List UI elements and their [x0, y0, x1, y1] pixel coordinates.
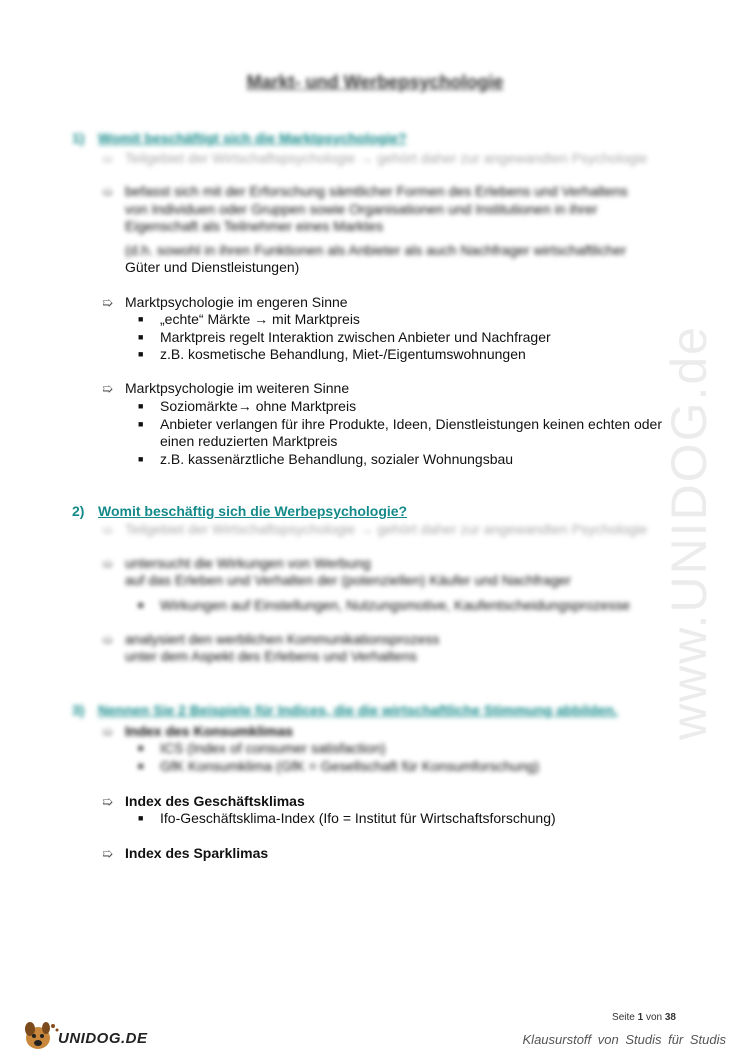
square-bullet-icon: ■	[138, 349, 144, 359]
square-bullet-icon: ■	[138, 332, 144, 342]
point-text: Index des Sparklimas	[125, 845, 269, 861]
bullet-text: Marktpreis regelt Interaktion zwischen Anbieter und Nachfrager	[160, 329, 551, 345]
point-text: Marktpsychologie im weiteren Sinne	[125, 380, 350, 396]
footer-tagline: Klausurstoff von Studis für Studis	[522, 1032, 726, 1047]
square-bullet-icon: ■	[138, 813, 144, 823]
bullet	[138, 346, 680, 363]
point	[102, 555, 371, 572]
square-bullet-icon: ■	[138, 314, 144, 324]
point-text: Teilgebiet der Wirtschaftspsychologie → gehört daher zur angewandten Psychologie	[125, 521, 648, 537]
arrow-icon: ➯	[102, 184, 113, 199]
arrow-icon: ➯	[102, 381, 113, 396]
point	[102, 521, 647, 538]
bullet	[138, 810, 680, 827]
bullet-text: ICS (Index of consumer satisfaction)	[160, 740, 386, 756]
point	[102, 380, 349, 397]
arrow-icon: ➯	[102, 794, 113, 809]
question-number: 1)	[72, 130, 85, 146]
page-label: Seite	[612, 1012, 635, 1023]
arrow-icon: ➯	[102, 295, 113, 310]
point-continuation: unter dem Aspekt des Erlebens und Verhaltens	[125, 648, 417, 664]
point	[102, 183, 628, 200]
arrow-icon: ➯	[102, 151, 113, 166]
question-1	[72, 130, 407, 146]
arrow-icon: ➯	[102, 556, 113, 571]
square-bullet-icon: ■	[138, 401, 144, 411]
point	[102, 793, 305, 810]
question-2	[72, 503, 407, 519]
bullet	[138, 416, 680, 450]
arrow-icon: ➯	[102, 724, 113, 739]
bullet	[138, 758, 680, 775]
question-text: Womit beschäftig sich die Werbepsychologie?	[98, 503, 408, 519]
question-text: Womit beschäftigt sich die Marktpsychologie?	[98, 130, 407, 146]
page-current: 1	[637, 1012, 644, 1023]
logo-text: UNIDOG.DE	[58, 1030, 148, 1047]
question-number: 2)	[72, 503, 85, 519]
bullet-text: Soziomärkte→ ohne Marktpreis	[160, 398, 357, 414]
bullet	[138, 740, 680, 757]
point-text: Index des Geschäftsklimas	[125, 793, 305, 809]
point	[102, 150, 647, 167]
bullet-text: Anbieter verlangen für ihre Produkte, Ideen, Dienstleistungen keinen echten oder einen reduzierten Marktpreis	[160, 416, 662, 449]
point-continuation: Eigenschaft als Teilnehmer eines Marktes	[125, 218, 384, 234]
page-title: Markt- und Werbepsychologie	[246, 72, 504, 92]
point-text: analysiert den werblichen Kommunikationsprozess	[125, 631, 440, 647]
point-continuation: (d.h. sowohl in ihren Funktionen als Anbieter als auch Nachfrager wirtschaftlicher	[125, 242, 627, 258]
bullet-text: GfK Konsumklima (GfK = Gesellschaft für Konsumforschung)	[160, 758, 540, 774]
square-bullet-icon: ■	[138, 454, 144, 464]
point	[102, 845, 268, 862]
bullet-text: Wirkungen auf Einstellungen, Nutzungsmotive, Kaufentscheidungsprozesse	[160, 597, 631, 613]
page-separator: von	[645, 1012, 663, 1023]
page-total: 38	[664, 1012, 676, 1023]
point	[102, 294, 348, 311]
bullet-text: z.B. kosmetische Behandlung, Miet-/Eigentumswohnungen	[160, 346, 526, 362]
watermark: www.UNIDOG.de	[661, 325, 717, 740]
question-number: 3)	[72, 702, 85, 718]
page-number	[612, 1012, 676, 1023]
point-text: untersucht die Wirkungen von Werbung	[125, 555, 371, 571]
point	[102, 631, 439, 648]
bullet-text: „echte“ Märkte → mit Marktpreis	[160, 311, 360, 327]
point	[102, 723, 293, 740]
square-bullet-icon: ■	[138, 761, 144, 771]
question-text: Nennen Sie 2 Beispiele für Indices, die die wirtschaftliche Stimmung abbilden.	[98, 702, 618, 718]
point-continuation: von Individuen oder Gruppen sowie Organisationen und Institutionen in ihrer	[125, 201, 598, 217]
point-text: Marktpsychologie im engeren Sinne	[125, 294, 348, 310]
arrow-icon: ➯	[102, 846, 113, 861]
square-bullet-icon: ■	[138, 600, 144, 610]
square-bullet-icon: ■	[138, 743, 144, 753]
question-3	[72, 702, 618, 718]
square-bullet-icon: ■	[138, 419, 144, 429]
point-text: Teilgebiet der Wirtschaftspsychologie → gehört daher zur angewandten Psychologie	[125, 150, 648, 166]
bullet-text: z.B. kassenärztliche Behandlung, sozialer Wohnungsbau	[160, 451, 514, 467]
bullet	[138, 311, 680, 328]
bullet	[138, 597, 680, 614]
arrow-icon: ➯	[102, 632, 113, 647]
point-continuation: Güter und Dienstleistungen)	[125, 259, 300, 275]
bullet-text: Ifo-Geschäftsklima-Index (Ifo = Institut für Wirtschaftsforschung)	[160, 810, 556, 826]
point-text: Index des Konsumklimas	[125, 723, 294, 739]
arrow-icon: ➯	[102, 522, 113, 537]
point-continuation: auf das Erleben und Verhalten der (potenziellen) Käufer und Nachfrager	[125, 572, 571, 588]
bullet	[138, 329, 680, 346]
bullet	[138, 451, 680, 468]
point-text: befasst sich mit der Erforschung sämtlicher Formen des Erlebens und Verhaltens	[125, 183, 628, 199]
bullet	[138, 398, 680, 415]
